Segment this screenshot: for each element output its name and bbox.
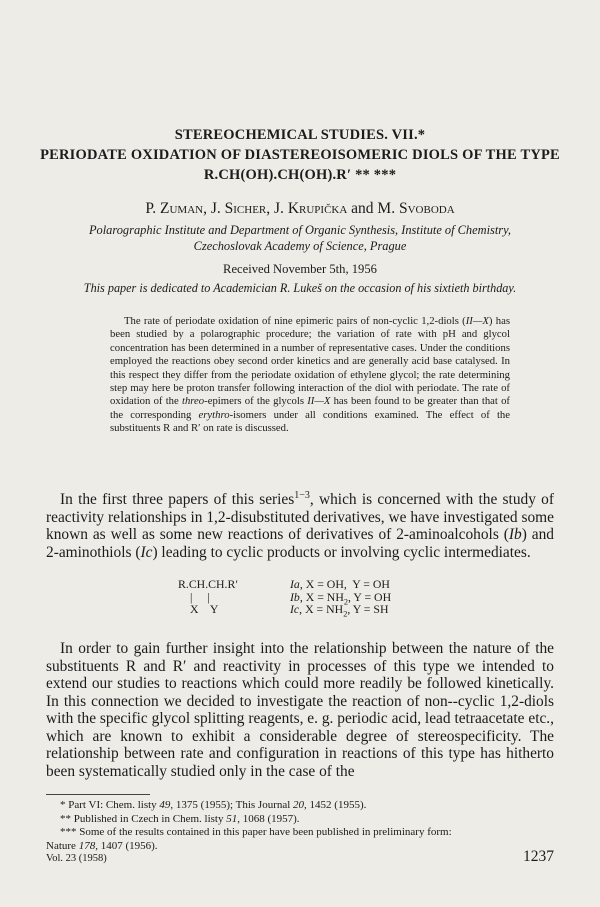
volume-info: Vol. 23 (1958) [46,853,107,864]
page-number: 1237 [523,848,554,865]
footnote-1: * Part VI: Chem. listy 49, 1375 (1955); This Journal 20, 1452 (1955). [60,799,367,811]
title-line-3: R.CH(OH).CH(OH).R′ ** *** [203,167,397,183]
structural-formula [178,578,538,630]
title-line-2: PERIODATE OXIDATION OF DIASTEREOISOMERIC DIOLS OF THE TYPE [40,147,560,163]
paragraph-2: In order to gain further insight into the relationship between the nature of the substituents R and R′ and reactivity in processes of this type we intended to extend our studies to reactions which could more readily be followed kinetically. In this connection we decided to investigate the reaction of non--cyclic 1,2-diols with the specific glycol splitting reagents, e. g. periodic acid, lead tetraacetate etc., which are known to exhibit a considerable degree of stereospecificity. The relationship between rate and configuration in reactions of this type has hitherto been systematically studied only in the case of the [46,640,554,780]
formula-structure: R.CH.CH.R′ | | X Y [178,577,238,617]
footnote-3: *** Some of the results contained in this paper have been published in preliminary form: [60,826,452,838]
footnotes [46,799,554,853]
author-list: P. Zuman, J. Sicher, J. Krupička and M. Svoboda [145,200,455,217]
abstract: The rate of periodate oxidation of nine epimeric pairs of non-cyclic 1,2-diols (II—X) has been studied by a polarographic procedure; the variation of rate with pH and glycol concentration has been determined in a number of representative cases. Under the conditions employed the reactions obey second order kinetics and are generally acid base catalysed. In this respect they differ from the periodate oxidation of ethylene glycol; the rate determining step may here be proton transfer following interaction of the diol with periodate. The rate of oxidation of the threo-epimers of the glycols II—X has been found to be greater than that of the corresponding erythro-isomers under all conditions examined. The effect of the substituents R and R′ on rate is discussed. [110,315,510,435]
received-date: Received November 5th, 1956 [223,262,377,276]
dedication: This paper is dedicated to Academician R. Lukeš on the occasion of his sixtieth birthday. [83,281,517,295]
formula-variants: Ia, X = OH, Y = OH Ib, $X = NH_2$, Y = OH Ic, $X = NH_2$, Y = SH [290,577,392,619]
footnote-3-cont: Nature 178, 1407 (1956). [46,839,158,852]
affiliation: Polarographic Institute and Department of Organic Synthesis, Institute of Chemistry, Czechoslovak Academy of Science, Prague [88,223,512,253]
title-line-1: STEREOCHEMICAL STUDIES. VII.* [174,127,426,143]
footnote-divider [46,794,150,795]
paragraph-1: In the first three papers of this series$^{1-3}$, which is concerned with the study of reactivity relationships in 1,2-disubstituted derivatives, we have investigated some known as well as some new reactions of derivatives of 2-aminoalcohols (Ib) and 2-aminothiols (Ic) leading to cyclic products or involving cyclic intermediates. [46,489,555,561]
footnote-2: ** Published in Czech in Chem. listy 51, 1068 (1957). [60,812,300,825]
